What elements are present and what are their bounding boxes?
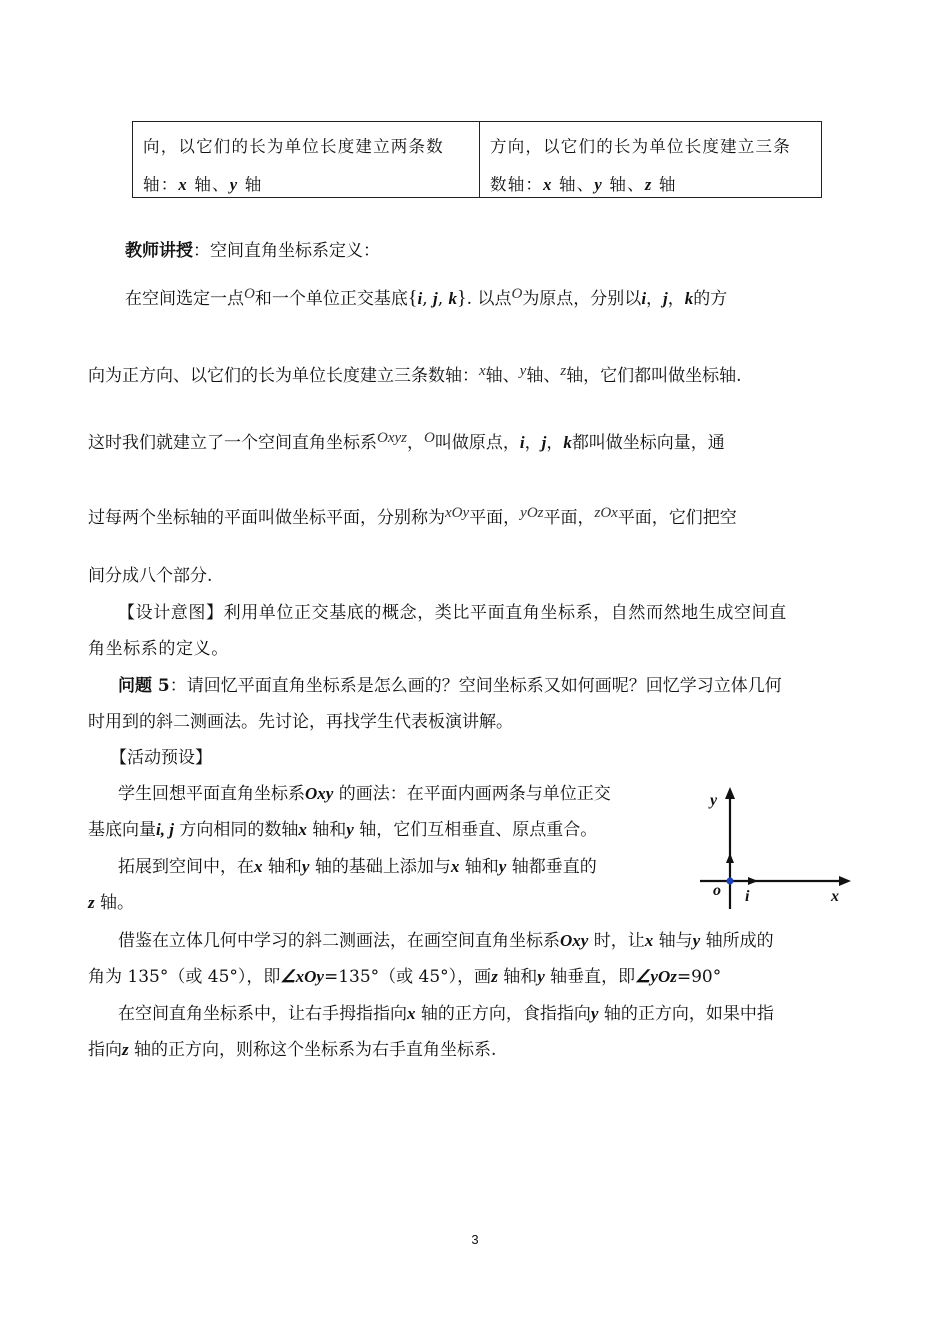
para3-line-1: 借鉴在立体几何中学习的斜二测画法，在画空间直角坐标系Oxy 时，让x 轴与y 轴所成的	[118, 931, 774, 951]
definition-line-5: 间分成八个部分.	[88, 566, 213, 586]
table-right-line2: 数轴：x 轴、y 轴、z 轴	[490, 175, 677, 194]
origin-point	[727, 878, 734, 885]
table-cell-left	[133, 122, 480, 197]
y-axis-arrow	[725, 787, 735, 799]
question5-line-1: 问题 5：请回忆平面直角坐标系是怎么画的？空间坐标系又如何画呢？回忆学习立体几何	[118, 676, 782, 696]
design-intent-line-1: 【设计意图】利用单位正交基底的概念，类比平面直角坐标系，自然而然地生成空间直	[118, 603, 787, 623]
x-axis-label: x	[831, 888, 839, 905]
design-intent-line-2: 角坐标系的定义。	[88, 639, 229, 659]
para2-line-2: z 轴。	[88, 893, 135, 913]
definition-line-3: 这时我们就建立了一个空间直角坐标系Oxyz，O叫做原点，i，j，k都叫做坐标向量，通	[88, 430, 725, 453]
para3-line-2: 角为 135°（或 45°），即∠xOy=135°（或 45°），画z 轴和y 轴垂直，即∠yOz=90°	[88, 967, 722, 987]
definition-line-4: 过每两个坐标轴的平面叫做坐标平面，分别称为xOy平面，yOz平面，zOx平面，它们把空	[88, 505, 737, 528]
plane-coordinate-figure	[695, 785, 860, 910]
unit-vector-j-arrow	[726, 853, 734, 863]
table-left-line1: 向，以它们的长为单位长度建立两条数	[143, 137, 444, 156]
para2-line-1: 拓展到空间中，在x 轴和y 轴的基础上添加与x 轴和y 轴都垂直的	[118, 857, 597, 877]
question5-line-2: 时用到的斜二测画法。先讨论，再找学生代表板演讲解。	[88, 712, 513, 732]
para4-line-1: 在空间直角坐标系中，让右手拇指指向x 轴的正方向，食指指向y 轴的正方向，如果中指	[118, 1004, 774, 1024]
table-right-line1: 方向，以它们的长为单位长度建立三条	[490, 137, 791, 156]
x-axis-arrow	[839, 876, 851, 886]
unit-i-label: i	[745, 888, 750, 905]
y-axis-label: y	[710, 792, 718, 809]
definition-table	[132, 121, 822, 198]
para1-line-1: 学生回想平面直角坐标系Oxy 的画法：在平面内画两条与单位正交	[118, 784, 611, 804]
table-cell-right	[480, 122, 821, 197]
activity-title: 【活动预设】	[110, 748, 212, 768]
page-number: 3	[471, 1232, 479, 1247]
para1-line-2: 基底向量i, j 方向相同的数轴x 轴和y 轴，它们互相垂直、原点重合。	[88, 820, 598, 840]
definition-line-2: 向为正方向、以它们的长为单位长度建立三条数轴：x轴、y轴、z轴，它们都叫做坐标轴.	[88, 363, 742, 386]
para4-line-2: 指向z 轴的正方向，则称这个坐标系为右手直角坐标系.	[88, 1040, 497, 1060]
origin-label: o	[713, 882, 721, 899]
table-left-line2: 轴：x 轴、y 轴	[143, 175, 263, 194]
definition-line-1: 在空间选定一点O和一个单位正交基底{i, j, k}. 以点O为原点，分别以i，j，k的方	[125, 286, 728, 309]
unit-vector-i-arrow	[748, 877, 758, 885]
teacher-heading: 教师讲授：空间直角坐标系定义：	[125, 241, 380, 261]
